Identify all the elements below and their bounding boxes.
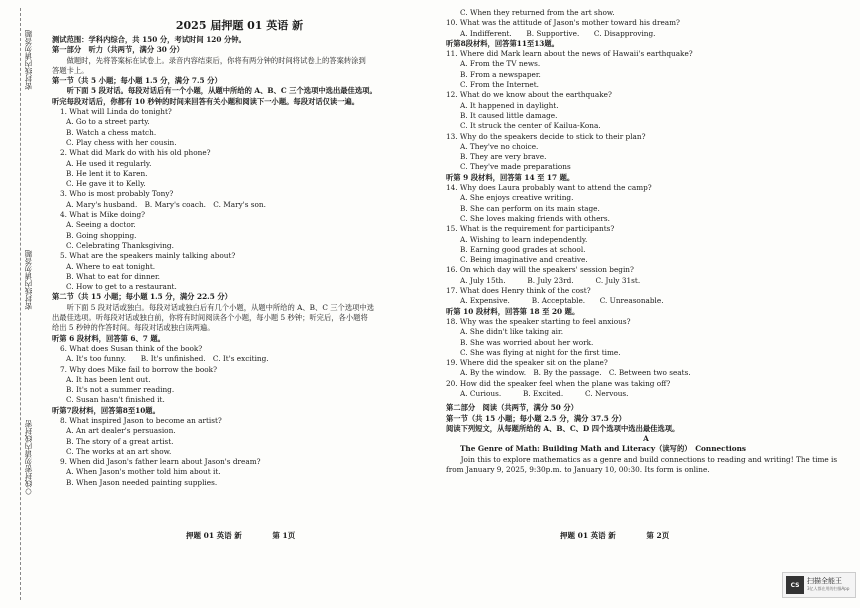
text-line: 听第 10 段材料，回答第 18 至 20 题。 bbox=[446, 306, 580, 316]
text-line: B. Earning good grades at school. bbox=[460, 244, 586, 254]
text-line: 10. What was the attitude of Jason's mother toward his dream? bbox=[446, 18, 680, 28]
text-line: B. From a newspaper. bbox=[460, 69, 541, 79]
text-line: 听下面 5 段对话或独白。每段对话或独白后有几个小题，从题中所给的 A、B、C 三个选项中选 bbox=[52, 302, 375, 312]
text-line: A. From the TV news. bbox=[460, 59, 541, 69]
text-line: C. The works at an art show. bbox=[66, 446, 172, 456]
text-line: 听第 6 段材料，回答第 6、7 题。 bbox=[52, 333, 165, 343]
text-line: B. She was worried about her work. bbox=[460, 337, 594, 347]
text-line: B. The story of a great artist. bbox=[66, 436, 174, 446]
text-line: A. Wishing to learn independently. bbox=[460, 234, 588, 244]
text-line: 给出 5 秒钟的作答时间。每段对话或独白读两遍。 bbox=[52, 323, 215, 333]
text-line: A. He used it regularly. bbox=[66, 158, 152, 168]
seal-text-bottom: ○线封密勿请内线封密 bbox=[24, 420, 33, 497]
text-line: 听下面 5 段对话。每段对话后有一个小题，从题中所给的 A、B、C 三个选项中选出最佳选项。 bbox=[52, 86, 377, 96]
text-line: 6. What does Susan think of the book? bbox=[60, 343, 203, 353]
text-line: 3. Who is most probably Tony? bbox=[60, 189, 174, 199]
text-line: 第一节（共 15 小题；每小题 2.5 分，满分 37.5 分） bbox=[446, 413, 626, 423]
text-line: A. It happened in daylight. bbox=[460, 100, 559, 110]
text-line: A. By the window. B. By the passage. C. Between two seats. bbox=[460, 368, 691, 378]
text-line: A. Mary's husband. B. Mary's coach. C. Mary's son. bbox=[66, 199, 266, 209]
text-line: 做题时，先将答案标在试卷上。录音内容结束后，你将有两分钟的时间将试卷上的答案转涂到 bbox=[52, 55, 366, 65]
text-line: B. Watch a chess match. bbox=[66, 127, 157, 137]
text-line: 20. How did the speaker feel when the plane was taking off? bbox=[446, 378, 671, 388]
text-line: 第一部分 听力（共两节，满分 30 分） bbox=[52, 45, 184, 55]
text-line: A. She didn't like taking air. bbox=[460, 327, 564, 337]
footer-right bbox=[560, 530, 697, 541]
left-lines bbox=[52, 35, 427, 488]
right-column bbox=[446, 8, 846, 475]
text-line: B. It caused little damage. bbox=[460, 110, 558, 120]
text-line: 4. What is Mike doing? bbox=[60, 210, 146, 220]
text-line: B. She can perform on its main stage. bbox=[460, 203, 600, 213]
text-line: 5. What are the speakers mainly talking about? bbox=[60, 251, 236, 261]
text-line: 1. What will Linda do tonight? bbox=[60, 107, 172, 117]
text-line: 听完每段对话后，你都有 10 秒钟的时间来回答有关小题和阅读下一小题。每段对话仅读一遍。 bbox=[52, 96, 360, 106]
text-line: 11. Where did Mark learn about the news of Hawaii's earthquake? bbox=[446, 49, 693, 59]
text-line: A. July 15th. B. July 23rd. C. July 31st. bbox=[460, 275, 641, 285]
text-line: A. Indifferent. B. Supportive. C. Disapproving. bbox=[460, 28, 656, 38]
text-line: 15. What is the requirement for participants? bbox=[446, 224, 615, 234]
text-line: A. It's too funny. B. It's unfinished. C. It's exciting. bbox=[66, 354, 269, 364]
text-line: B. He lent it to Karen. bbox=[66, 168, 148, 178]
text-line: B. When Jason needed painting supplies. bbox=[66, 477, 218, 487]
text-line: 9. When did Jason's father learn about Jason's dream? bbox=[60, 457, 261, 467]
text-line: 第二部分 阅读（共两节，满分 50 分） bbox=[446, 403, 578, 413]
text-line: C. It struck the center of Kailua-Kona. bbox=[460, 121, 601, 131]
text-line: A. Go to a street party. bbox=[66, 117, 150, 127]
text-line: The Genre of Math: Building Math and Literacy（读写的） Connections bbox=[460, 444, 747, 454]
text-line: C. Susan hasn't finished it. bbox=[66, 395, 165, 405]
text-line: A. An art dealer's persuasion. bbox=[66, 426, 176, 436]
text-line: A. Expensive. B. Acceptable. C. Unreasonable. bbox=[460, 296, 664, 306]
scanner-logo-icon: CS bbox=[786, 576, 804, 594]
text-line: 17. What does Henry think of the cost? bbox=[446, 286, 591, 296]
seal-text-top: 密封线内请勿答题 bbox=[24, 30, 33, 90]
footer-right-name: 押题 01 英语 新 bbox=[560, 531, 616, 540]
text-line: 13. Why do the speakers decide to stick to their plan? bbox=[446, 131, 646, 141]
text-line: 答题卡上。 bbox=[52, 65, 89, 75]
text-line: 12. What do we know about the earthquake? bbox=[446, 90, 612, 100]
text-line: 8. What inspired Jason to become an artist? bbox=[60, 415, 222, 425]
footer-left-name: 押题 01 英语 新 bbox=[186, 531, 242, 540]
text-line: A. Seeing a doctor. bbox=[66, 220, 136, 230]
text-line: B. They are very brave. bbox=[460, 152, 547, 162]
text-line: A. She enjoys creative writing. bbox=[460, 193, 574, 203]
right-lines bbox=[446, 8, 846, 475]
text-line: 听第8段材料，回答第11至13题。 bbox=[446, 38, 559, 48]
text-line: 第一节（共 5 小题；每小题 1.5 分，满分 7.5 分） bbox=[52, 76, 222, 86]
text-line: 16. On which day will the speakers' session begin? bbox=[446, 265, 634, 275]
text-line: C. He gave it to Kelly. bbox=[66, 179, 146, 189]
footer-left-page: 第 1页 bbox=[272, 531, 296, 540]
text-line: 阅读下列短文，从每题所给的 A、B、C、D 四个选项中选出最佳选项。 bbox=[446, 423, 680, 433]
text-line: 第二节（共 15 小题；每小题 1.5 分，满分 22.5 分） bbox=[52, 292, 232, 302]
text-line: A. It has been lent out. bbox=[66, 374, 151, 384]
text-line: C. She loves making friends with others. bbox=[460, 213, 610, 223]
text-line: A. When Jason's mother told him about it. bbox=[66, 467, 221, 477]
text-line: C. From the Internet. bbox=[460, 80, 540, 90]
text-line: C. She was flying at night for the first time. bbox=[460, 347, 621, 357]
text-line: B. Going shopping. bbox=[66, 230, 137, 240]
seal-text-middle: 密封线内请勿答题 bbox=[24, 250, 33, 310]
text-line: 2. What did Mark do with his old phone? bbox=[60, 148, 211, 158]
text-line: 18. Why was the speaker starting to feel anxious? bbox=[446, 316, 631, 326]
text-line: 7. Why does Mike fail to borrow the book? bbox=[60, 364, 217, 374]
text-line: C. How to get to a restaurant. bbox=[66, 282, 177, 292]
scanner-sub: 3亿人都在用的扫描App bbox=[807, 586, 850, 591]
text-line: C. They've made preparations bbox=[460, 162, 571, 172]
scanner-label: 扫描全能王 bbox=[807, 577, 842, 585]
text-line: B. What to eat for dinner. bbox=[66, 271, 160, 281]
text-line: A. They've no choice. bbox=[460, 141, 539, 151]
text-line: 听第7段材料，回答第8至10题。 bbox=[52, 405, 160, 415]
text-line: A. Where to eat tonight. bbox=[66, 261, 156, 271]
text-line: C. Celebrating Thanksgiving. bbox=[66, 240, 174, 250]
text-line: 出最佳选项。听每段对话或独白前，你将有时间阅读各个小题，每小题 5 秒钟；听完后，各小题将 bbox=[52, 313, 368, 323]
footer-right-page: 第 2页 bbox=[646, 531, 670, 540]
footer-left bbox=[186, 530, 323, 541]
left-column bbox=[52, 8, 427, 488]
exam-title: 2025 届押题 01 英语 新 bbox=[175, 19, 304, 32]
scanner-watermark bbox=[782, 572, 856, 598]
text-line: 测试范围：学科内综合，共 150 分，考试时间 120 分钟。 bbox=[52, 35, 246, 44]
text-line: C. Play chess with her cousin. bbox=[66, 137, 177, 147]
text-line: A bbox=[643, 434, 649, 444]
text-line: C. When they returned from the art show. bbox=[460, 8, 615, 17]
text-line: B. It's not a summer reading. bbox=[66, 385, 175, 395]
binding-line bbox=[20, 8, 21, 600]
text-line: from January 9, 2025, 9:30p.m. to January 10, 00:30. Its form is online. bbox=[446, 465, 710, 475]
text-line: C. Being imaginative and creative. bbox=[460, 255, 588, 265]
text-line: 听第 9 段材料，回答第 14 至 17 题。 bbox=[446, 172, 575, 182]
text-line: A. Curious. B. Excited. C. Nervous. bbox=[460, 388, 629, 398]
text-line: 19. Where did the speaker sit on the plane? bbox=[446, 358, 608, 368]
text-line: Join this to explore mathematics as a genre and build connections to reading and writing! The time is bbox=[446, 454, 838, 464]
text-line: 14. Why does Laura probably want to attend the camp? bbox=[446, 183, 652, 193]
